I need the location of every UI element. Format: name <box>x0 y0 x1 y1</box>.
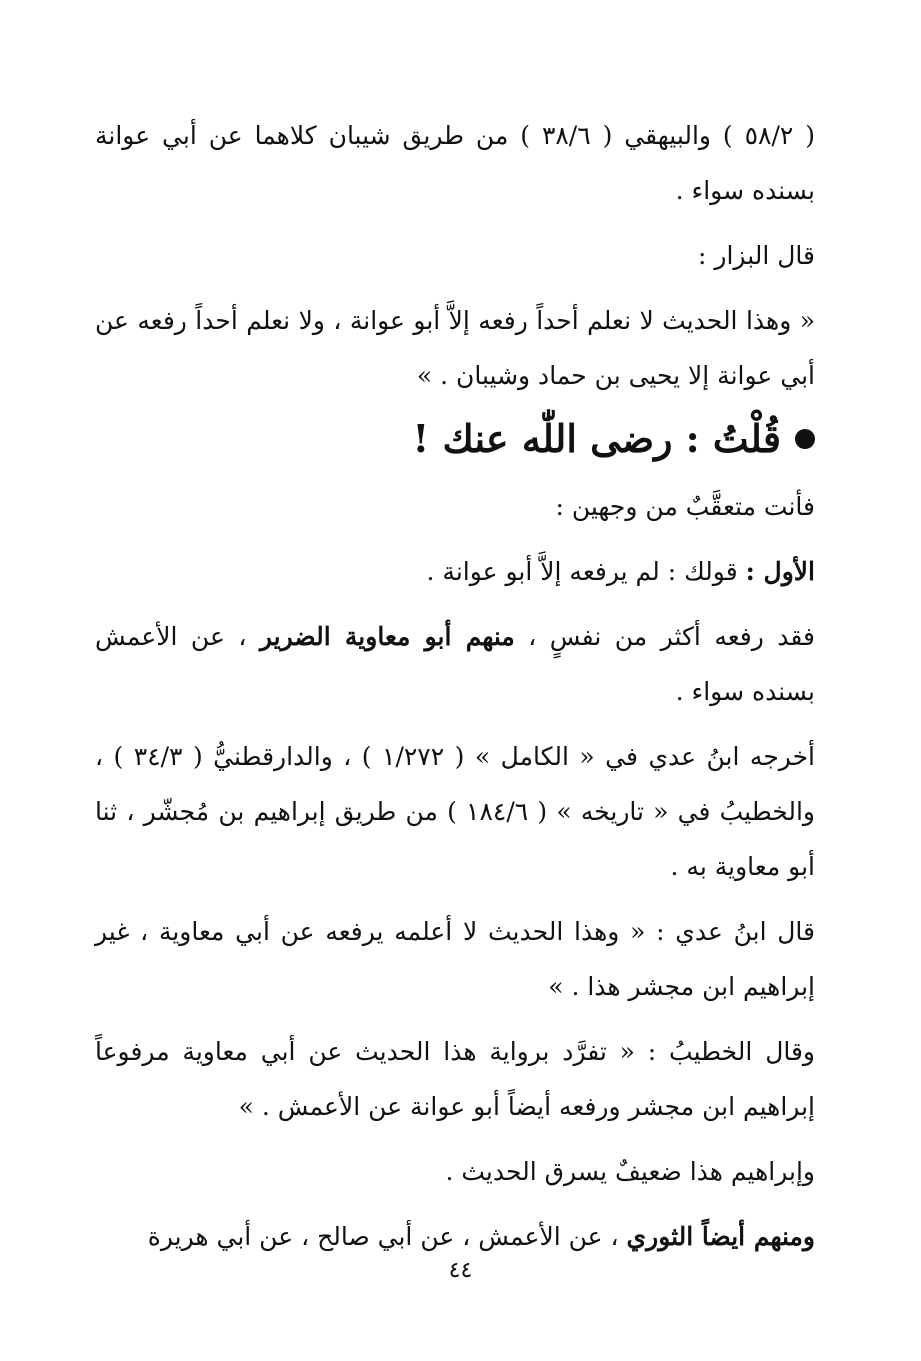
paragraph-akhraja: أخرجه ابنُ عدي في « الكامل » ( ١/٢٧٢ ) ، والدارقطنيُّ ( ٣٤/٣ ) ، والخطيبُ في « تاريخه » ( ١٨٤/٦ ) من طريق إبراهيم بن مُجشّر ، ثنا أبو معاوية به . <box>95 742 816 881</box>
rafa-bold: منهم أبو معاوية الضرير <box>259 622 515 651</box>
bullet-icon <box>795 429 815 449</box>
paragraph-thawri <box>95 1209 815 1264</box>
rafa-pre: فقد رفعه أكثر من نفسٍ ، <box>514 622 815 651</box>
paragraph-ibn-adi: قال ابنُ عدي : « وهذا الحديث لا أعلمه يرفعه عن أبي معاوية ، غير إبراهيم ابن مجشر هذا . » <box>95 917 815 1001</box>
page-number: ٤٤ <box>448 1258 473 1283</box>
paragraph-first-point <box>95 544 815 599</box>
section-heading <box>95 411 815 467</box>
paragraph-bazzar-label: قال البزار : <box>698 241 815 270</box>
paragraph-rafa <box>95 609 815 719</box>
paragraph-khatib: وقال الخطيبُ : « تفرَّد برواية هذا الحديث عن أبي معاوية مرفوعاً إبراهيم ابن مجشر ورفعه أيضاً أبو عوانة عن الأعمش . » <box>95 1037 815 1121</box>
rafa-post: ، عن الأعمش بسنده سواء . <box>95 622 815 706</box>
page-body <box>95 108 815 1274</box>
thawri-text: ، عن الأعمش ، عن أبي صالح ، عن أبي هريرة <box>147 1222 627 1251</box>
paragraph-ibrahim: وإبراهيم هذا ضعيفٌ يسرق الحديث . <box>445 1157 815 1186</box>
first-point-text: قولك : لم يرفعه إلاَّ أبو عوانة . <box>426 557 746 586</box>
thawri-bold: ومنهم أيضاً الثوري <box>626 1222 815 1251</box>
paragraph-bayhaqi: ( ٥٨/٢ ) والبيهقي ( ٣٨/٦ ) من طريق شيبان كلاهما عن أبي عوانة بسنده سواء . <box>95 121 815 205</box>
heading-text: قُلْتُ : رضى اللّٰه عنك ! <box>412 416 781 461</box>
paragraph-bazzar-quote: « وهذا الحديث لا نعلم أحداً رفعه إلاَّ أبو عوانة ، ولا نعلم أحداً رفعه عن أبي عوانة إلا يحيى بن حماد وشيبان . » <box>95 306 815 390</box>
paragraph-intro: فأنت متعقَّبٌ من وجهين : <box>555 492 815 521</box>
first-point-label: الأول : <box>745 557 815 586</box>
